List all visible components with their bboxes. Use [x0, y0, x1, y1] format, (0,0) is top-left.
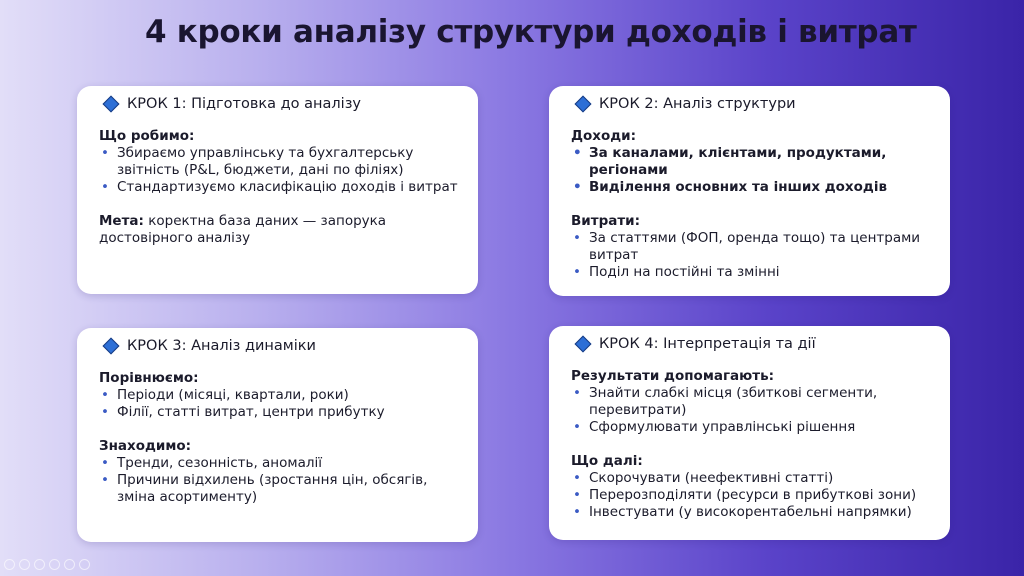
list-item: • Скорочувати (неефективні статті): [571, 470, 936, 487]
step-3-heading: КРОК 3: Аналіз динаміки: [127, 338, 316, 354]
list-item: • Поділ на постійні та змінні: [571, 264, 936, 281]
step-3-card: [77, 328, 478, 542]
step-4-next-label: Що далі:: [571, 453, 643, 469]
playback-control-icon[interactable]: [34, 559, 45, 570]
list-item: • Філії, статті витрат, центри прибутку: [99, 404, 464, 421]
step-4-heading: КРОК 4: Інтерпретація та дії: [599, 336, 816, 352]
slideshow-controls: [4, 559, 90, 570]
playback-control-icon[interactable]: [49, 559, 60, 570]
list-item: • Стандартизуємо класифікацію доходів і витрат: [99, 179, 464, 196]
step-4-results-list: [571, 385, 936, 436]
step-1-goal-text: коректна база даних — запорука достовірного аналізу: [99, 213, 387, 246]
diamond-icon: [575, 96, 592, 113]
step-2-expense-list: [571, 230, 936, 281]
step-1-list: [99, 145, 464, 196]
list-item: • Сформулювати управлінські рішення: [571, 419, 936, 436]
list-item: • Періоди (місяці, квартали, роки): [99, 387, 464, 404]
step-3-compare-label: Порівнюємо:: [99, 370, 199, 386]
list-item: • За каналами, клієнтами, продуктами, регіонами: [571, 145, 936, 179]
step-1-what-label: Що робимо:: [99, 128, 195, 144]
list-item: • Виділення основних та інших доходів: [571, 179, 936, 196]
playback-control-icon[interactable]: [4, 559, 15, 570]
list-item: • Збираємо управлінську та бухгалтерську звітність (P&L, бюджети, дані по філіях): [99, 145, 464, 179]
step-2-card: [549, 86, 950, 296]
diamond-icon: [575, 336, 592, 353]
list-item: • Тренди, сезонність, аномалії: [99, 455, 464, 472]
list-item: • За статтями (ФОП, оренда тощо) та центрами витрат: [571, 230, 936, 264]
step-1-goal: [99, 213, 464, 247]
playback-control-icon[interactable]: [19, 559, 30, 570]
step-1-goal-label: Мета:: [99, 213, 144, 229]
slide-title: 4 кроки аналізу структури доходів і витрат: [145, 14, 917, 50]
step-1-heading: КРОК 1: Підготовка до аналізу: [127, 96, 361, 112]
step-4-next-list: [571, 470, 936, 521]
list-item: • Перерозподіляти (ресурси в прибуткові зони): [571, 487, 936, 504]
step-2-heading-row: [577, 96, 936, 112]
step-2-income-label: Доходи:: [571, 128, 637, 144]
step-1-card: [77, 86, 478, 294]
step-3-compare-list: [99, 387, 464, 421]
step-1-heading-row: [105, 96, 464, 112]
list-item: • Причини відхилень (зростання цін, обсягів, зміна асортименту): [99, 472, 464, 506]
step-4-card: [549, 326, 950, 540]
list-item: • Інвестувати (у високорентабельні напрямки): [571, 504, 936, 521]
list-item: • Знайти слабкі місця (збиткові сегменти, перевитрати): [571, 385, 936, 419]
diamond-icon: [103, 338, 120, 355]
step-3-find-list: [99, 455, 464, 506]
step-3-heading-row: [105, 338, 464, 354]
step-4-results-label: Результати допомагають:: [571, 368, 775, 384]
step-2-income-list: [571, 145, 936, 196]
step-2-expense-label: Витрати:: [571, 213, 641, 229]
step-4-heading-row: [577, 336, 936, 352]
step-2-heading: КРОК 2: Аналіз структури: [599, 96, 796, 112]
playback-control-icon[interactable]: [64, 559, 75, 570]
diamond-icon: [103, 96, 120, 113]
step-3-find-label: Знаходимо:: [99, 438, 192, 454]
playback-control-icon[interactable]: [79, 559, 90, 570]
